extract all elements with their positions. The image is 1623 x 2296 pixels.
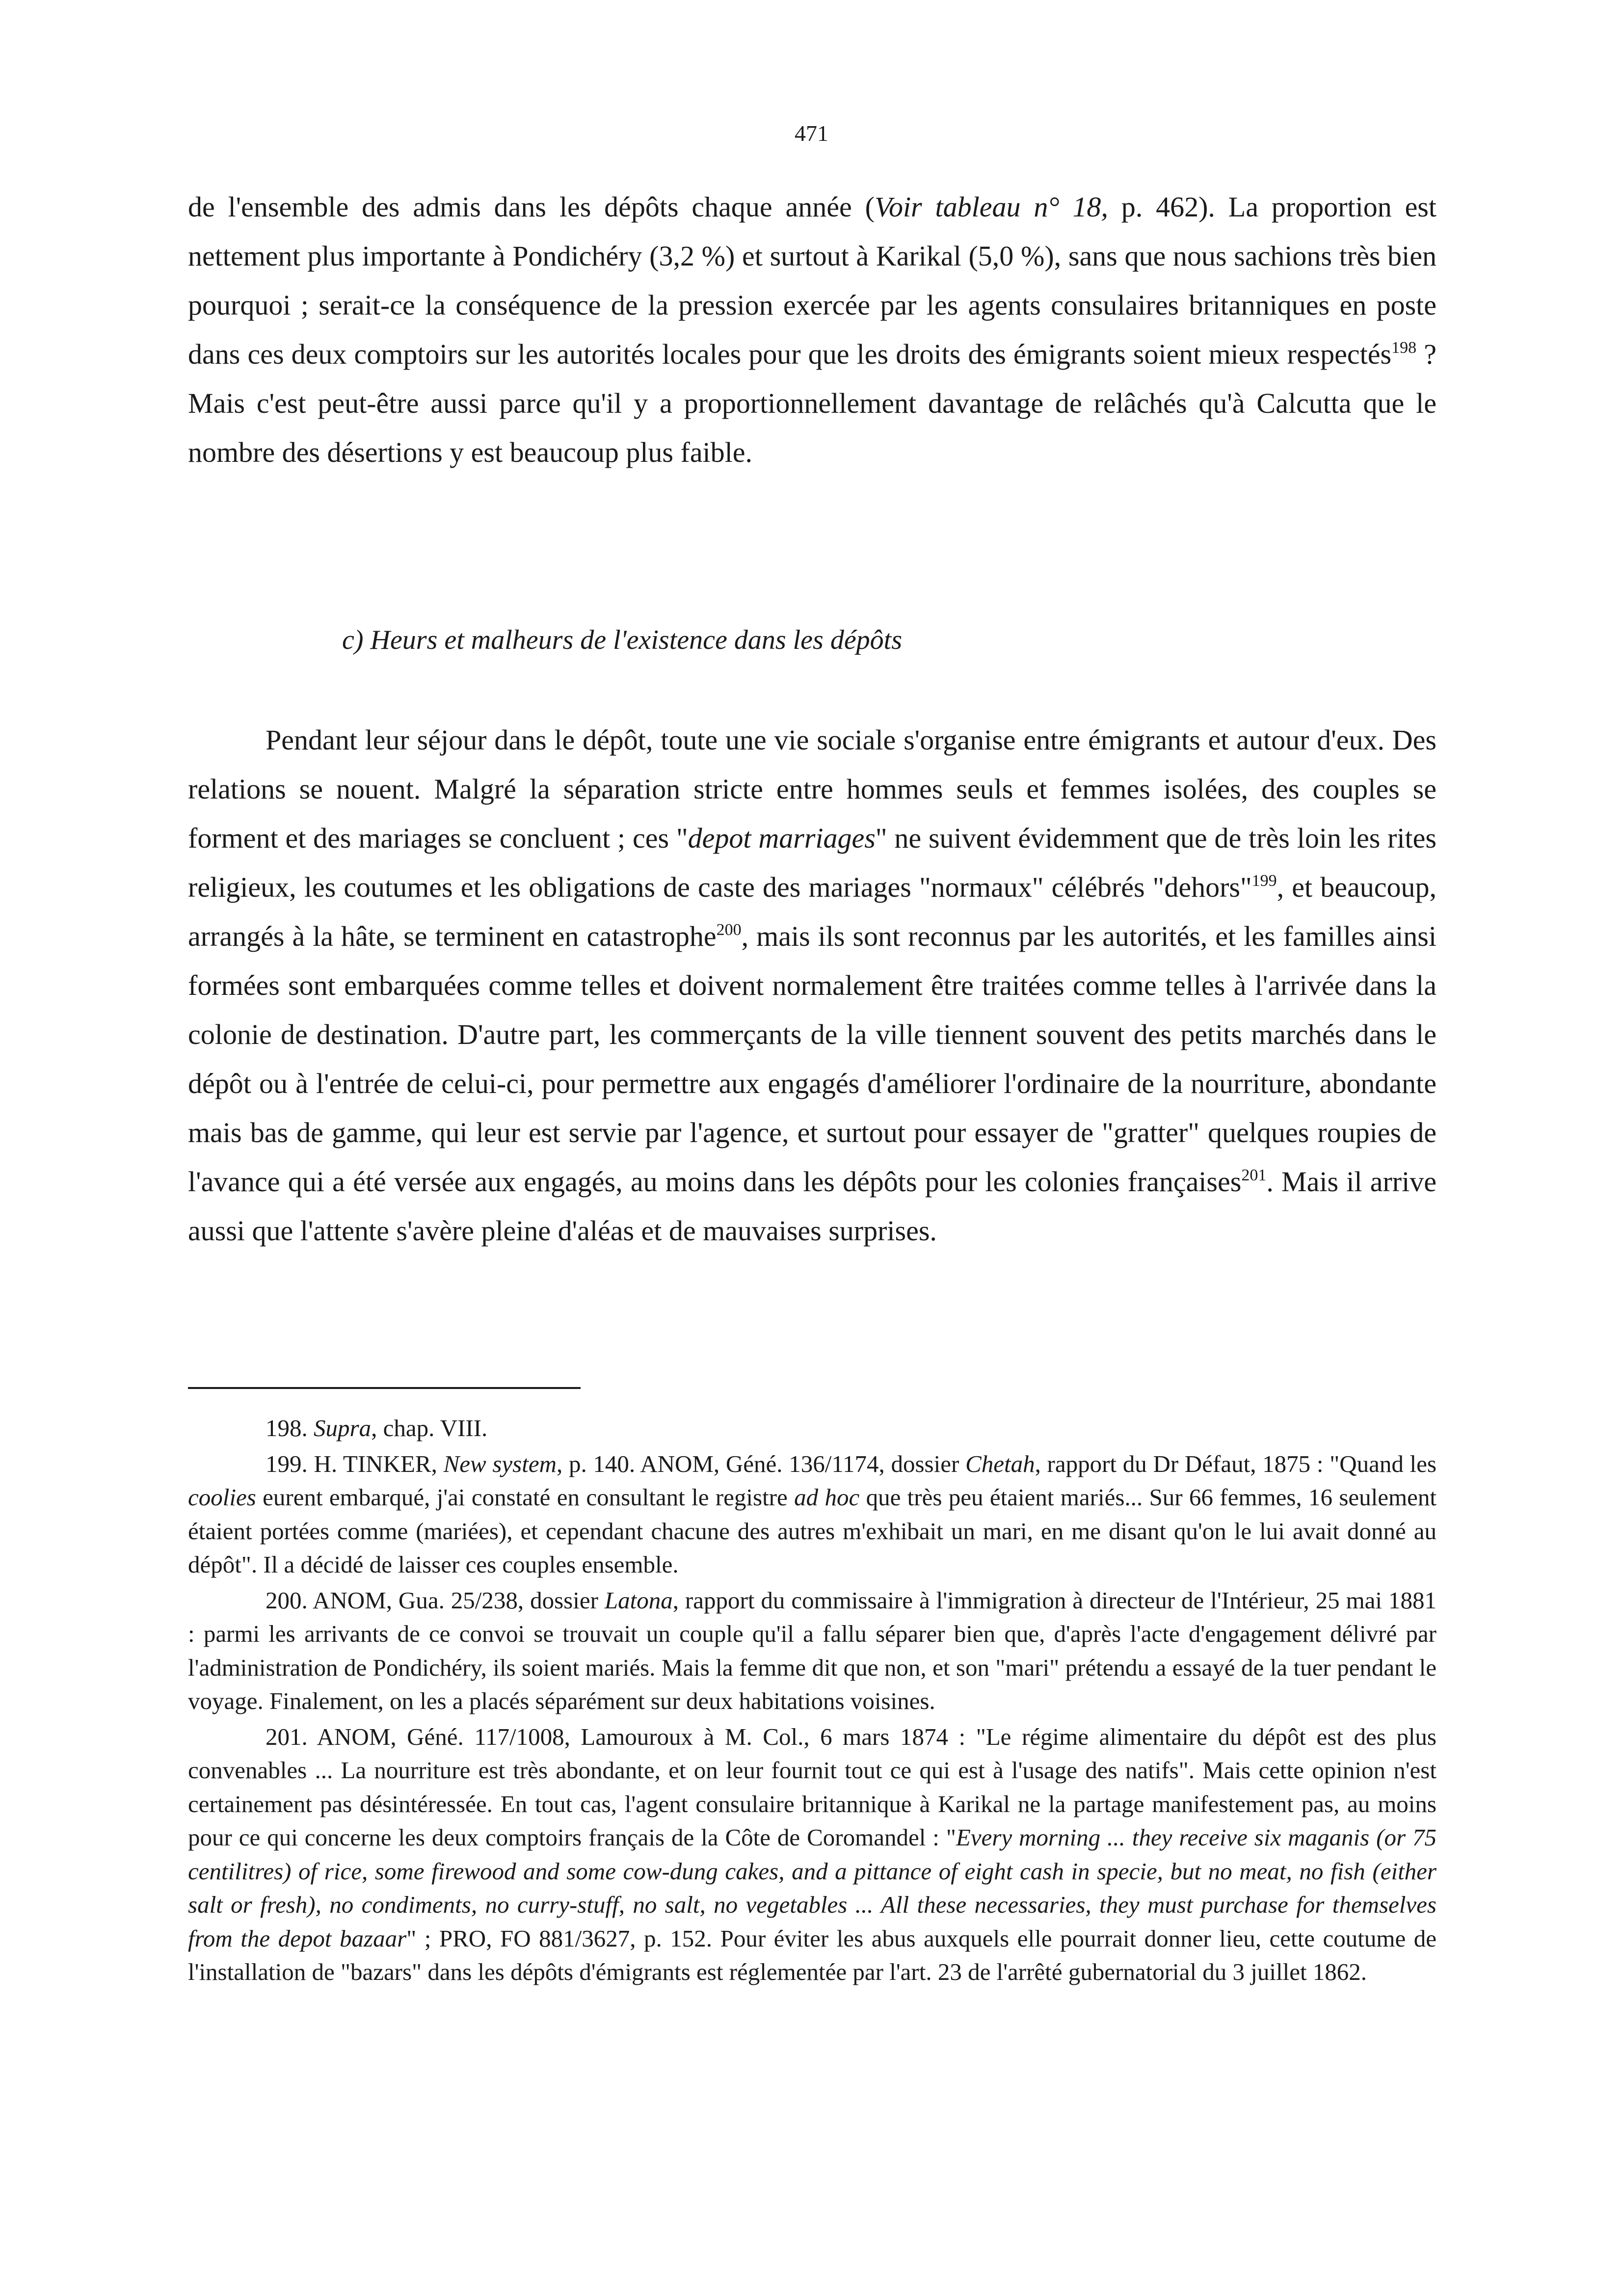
paragraph-depot-life <box>188 716 1437 1255</box>
paragraph-2-text: Pendant leur séjour dans le dépôt, toute une vie sociale s'organise entre émigrants et autour d'eux. Des relations se nouent. Malgré la séparation stricte entre hommes seuls et femmes isolées, des couples se forment et des mariages se concluent ; ces "depot marriages" ne suivent évidemment que de très loin les rites religieux, les coutumes et les obligations de caste des mariages "normaux" célébrés "dehors"$^{199}$, et beaucoup, arrangés à la hâte, se terminent en catastrophe$^{200}$, mais ils sont reconnus par les autorités, et les familles ainsi formées sont embarquées comme telles et doivent normalement être traitées comme telles à l'arrivée dans la colonie de destination. D'autre part, les commerçants de la ville tiennent souvent des petits marchés dans le dépôt ou à l'entrée de celui-ci, pour permettre aux engagés d'améliorer l'ordinaire de la nourriture, abondante mais bas de gamme, qui leur est servie par l'agence, et surtout pour essayer de "gratter" quelques roupies de l'avance qui a été versée aux engagés, au moins dans les dépôts pour les colonies françaises$^{201}$. Mais il arrive aussi que l'attente s'avère pleine d'aléas et de mauvaises surprises. <box>188 724 1437 1247</box>
footnote-ref-198: 198 <box>1391 339 1417 357</box>
footnote-198: 198. Supra, chap. VIII. <box>266 1415 488 1442</box>
footnotes <box>188 1412 1437 1991</box>
footnote-ref-199: 199 <box>1251 872 1277 890</box>
footnote-199: 199. H. TINKER, New system, p. 140. ANOM, Géné. 136/1174, dossier Chetah, rapport du Dr Défaut, 1875 : "Quand les coolies eurent embarqué, j'ai constaté en consultant le registre ad hoc que très peu étaient mariés... Sur 66 femmes, 16 seulement étaient portées comme (mariées), et cependant chacune des autres m'exhibait un mari, en me disant qu'on le lui avait donné au dépôt". Il a décidé de laisser ces couples ensemble. <box>188 1450 1437 1578</box>
section-heading: c) Heurs et malheurs de l'existence dans les dépôts <box>342 625 903 655</box>
page-number: 471 <box>795 121 828 146</box>
footnote-200: 200. ANOM, Gua. 25/238, dossier Latona, rapport du commissaire à l'immigration à directeur de l'Intérieur, 25 mai 1881 : parmi les arrivants de ce convoi se trouvait un couple qu'il a fallu séparer bien que, d'après l'acte d'engagement délivré par l'administration de Pondichéry, ils soient mariés. Mais la femme dit que non, et son "mari" prétendu a essayé de la tuer pendant le voyage. Finalement, on les a placés séparément sur deux habitations voisines. <box>188 1586 1437 1714</box>
paragraph-continuation <box>188 183 1437 477</box>
footnote-ref-201: 201 <box>1241 1166 1267 1184</box>
footnote-ref-200: 200 <box>716 921 742 939</box>
table-reference: Voir tableau n° 18, <box>874 191 1108 223</box>
paragraph-1-text: de l'ensemble des admis dans les dépôts chaque année (Voir tableau n° 18, p. 462). La proportion est nettement plus importante à Pondichéry (3,2 %) et surtout à Karikal (5,0 %), sans que nous sachions très bien pourquoi ; serait-ce la conséquence de la pression exercée par les agents consulaires britanniques en poste dans ces deux comptoirs sur les autorités locales pour que les droits des émigrants soient mieux respectés$^{198}$ ? Mais c'est peut-être aussi parce qu'il y a proportionnellement davantage de relâchés qu'à Calcutta que le nombre des désertions y est beaucoup plus faible. <box>188 191 1437 468</box>
footnote-201: 201. ANOM, Géné. 117/1008, Lamouroux à M. Col., 6 mars 1874 : "Le régime alimentaire du dépôt est des plus convenables ... La nourriture est très abondante, et on leur fournit tout ce qui est à l'usage des natifs". Mais cette opinion n'est certainement pas désintéressée. En tout cas, l'agent consulaire britannique à Karikal ne la partage manifestement pas, au moins pour ce qui concerne les deux comptoirs français de la Côte de Coromandel : "Every morning ... they receive six maganis (or 75 centilitres) of rice, some firewood and some cow-dung cakes, and a pittance of eight cash in specie, but no meat, no fish (either salt or fresh), no condiments, no curry-stuff, no salt, no vegetables ... All these necessaries, they must purchase for themselves from the depot bazaar" ; PRO, FO 881/3627, p. 152. Pour éviter les abus auxquels elle pourrait donner lieu, cette coutume de l'installation de "bazars" dans les dépôts d'émigrants est réglementée par l'art. 23 de l'arrêté gubernatorial du 3 juillet 1862. <box>188 1723 1437 1985</box>
footnote-divider <box>188 1387 581 1389</box>
italic-term: depot marriages <box>688 822 876 854</box>
